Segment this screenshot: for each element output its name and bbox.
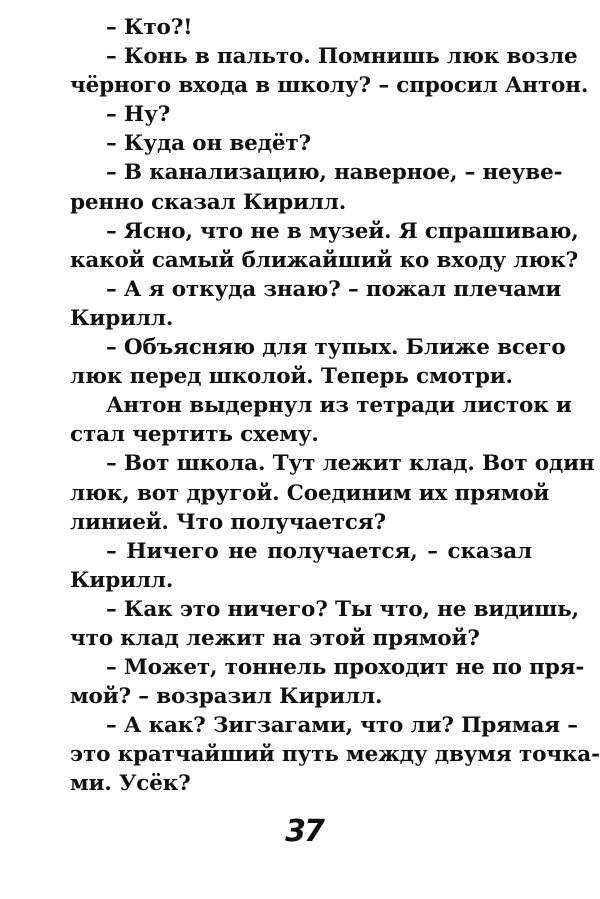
paragraph [70, 653, 585, 711]
text-line: – В канализацию, наверное, – неуве- [106, 160, 563, 186]
paragraph [70, 595, 579, 653]
text-line: – А я откуда знаю? – пожал плечами [106, 276, 562, 302]
text-line: стал чертить схему. [70, 422, 319, 448]
paragraph [70, 537, 532, 595]
text-line: мой? – возразил Кирилл. [70, 684, 383, 710]
paragraph [70, 711, 600, 798]
text-line: чёрного входа в школу? – спросил Антон. [70, 73, 589, 99]
text-line: – Вот школа. Тут лежит клад. Вот один [106, 451, 595, 477]
body-text [70, 13, 600, 799]
text-line: – Ничего не получается, – сказал [106, 538, 532, 564]
paragraph [70, 449, 595, 536]
text-line: люк, вот другой. Соединим их прямой [70, 480, 550, 506]
text-line: Кирилл. [70, 567, 174, 593]
paragraph [70, 217, 579, 275]
text-line: – Конь в пальто. Помнишь люк возле [106, 44, 578, 70]
paragraph [70, 391, 572, 449]
text-line: – Кто?! [106, 15, 193, 40]
text-line: – Куда он ведёт? [106, 131, 312, 157]
text-line: – Как это ничего? Ты что, не видишь, [106, 596, 579, 622]
text-line: какой самый ближайший ко входу люк? [70, 247, 579, 273]
text-line: что клад лежит на этой прямой? [70, 625, 480, 651]
paragraph [70, 13, 532, 42]
text-line: – Ясно, что не в музей. Я спрашиваю, [106, 218, 579, 244]
text-line: Кирилл. [70, 305, 174, 331]
text-line: – Объясняю для тупых. Ближе всего [106, 335, 566, 361]
paragraph [70, 158, 563, 216]
paragraph [70, 129, 532, 158]
text-line: ми. Усёк? [70, 771, 191, 797]
paragraph [70, 100, 532, 129]
text-line: ренно сказал Кирилл. [70, 189, 347, 215]
text-line: – Ну? [106, 102, 171, 128]
text-line: это кратчайший путь между двумя точка- [70, 742, 600, 768]
text-line: – А как? Зигзагами, что ли? Прямая – [106, 713, 578, 739]
paragraph [70, 42, 589, 100]
text-line: люк перед школой. Теперь смотри. [70, 364, 513, 390]
text-line: линией. Что получается? [70, 509, 386, 535]
paragraph [70, 333, 566, 391]
text-line: Антон выдернул из тетради листок и [106, 393, 572, 419]
page-number: 37 [285, 814, 323, 849]
paragraph [70, 275, 562, 333]
text-line: – Может, тоннель проходит не по пря- [106, 655, 585, 681]
